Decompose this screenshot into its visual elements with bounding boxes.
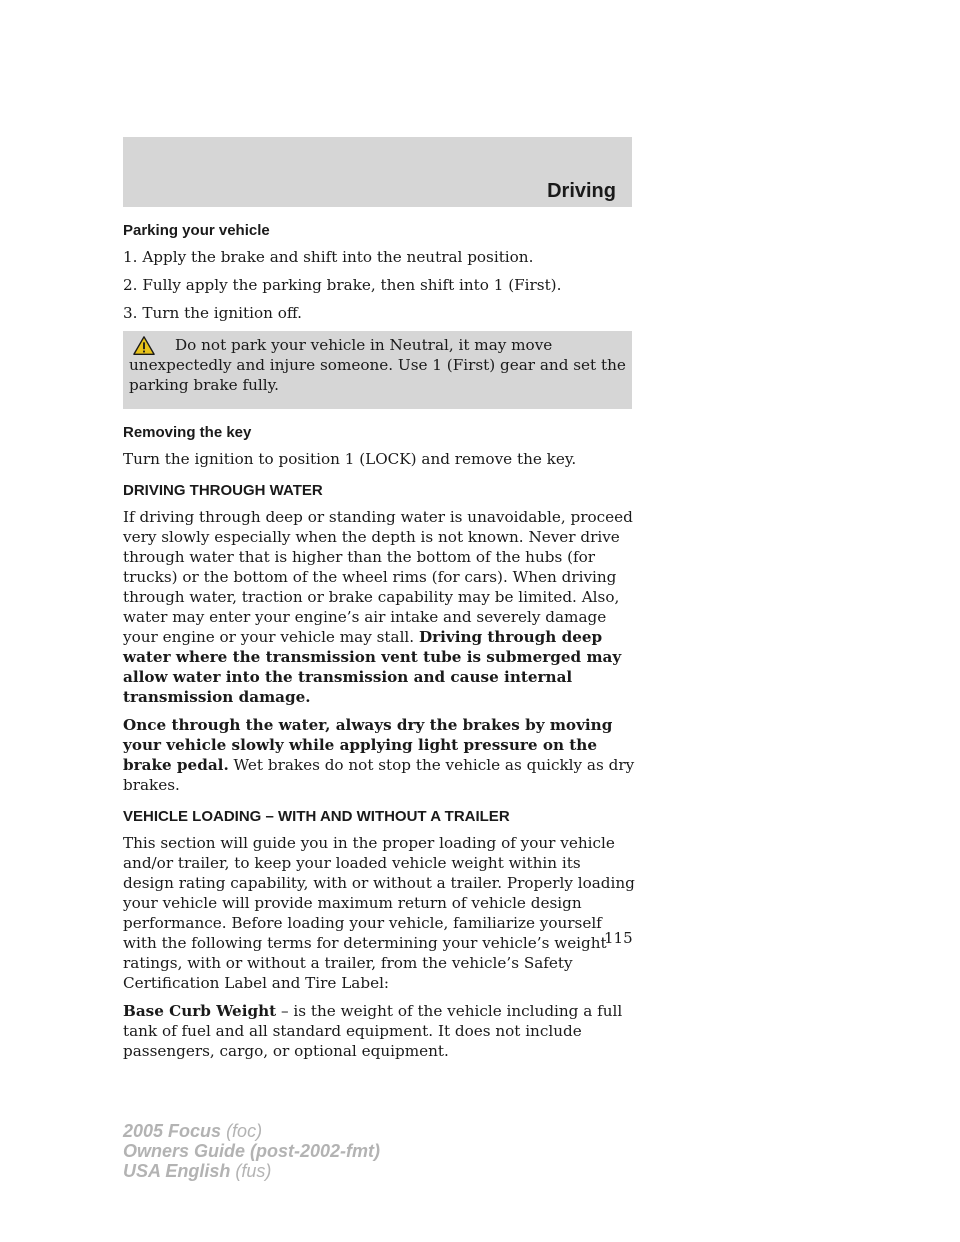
removing-key-heading: Removing the key bbox=[123, 424, 252, 441]
loading-paragraph: This section will guide you in the proper loading of your vehicle and/or trailer, to keep your loaded vehicle weight within its design rating capability, with or without a trailer. Properly loading your vehicle will provide maximum return of vehicle design performance. Before loading your vehicle, familiarize yourself with the following terms for determining your vehicle’s weight ratings, with or without a trailer, from the vehicle’s Safety Certification Label and Tire Label: bbox=[123, 834, 635, 992]
definition-text: – is the weight of the vehicle including a full tank of fuel and all standard equipment. It does not include passengers, cargo, or optional equipment. bbox=[123, 1002, 623, 1060]
page-number: 115 bbox=[604, 929, 633, 947]
parking-step-1: 1. Apply the brake and shift into the neutral position. bbox=[123, 248, 534, 266]
base-curb-weight-definition bbox=[123, 1001, 635, 1061]
parking-step-3: 3. Turn the ignition off. bbox=[123, 304, 302, 322]
water-para1-plain: If driving through deep or standing water is unavoidable, proceed very slowly especially when the depth is not known. Never drive through water that is higher than the bottom of the hubs (for trucks) or the bottom of the wheel rims (for cars). When driving through water, traction or brake capability may be limited. Also, water may enter your engine’s air intake and severely damage your engine or your vehicle may stall. bbox=[123, 508, 633, 646]
page-content bbox=[123, 221, 635, 1069]
footer-line-1: 2005 Focus (foc) bbox=[123, 1121, 263, 1141]
water-para2-plain: Wet brakes do not stop the vehicle as quickly as dry brakes. bbox=[123, 756, 635, 794]
removing-key-text: Turn the ignition to position 1 (LOCK) and remove the key. bbox=[123, 450, 577, 468]
section-header-band bbox=[123, 137, 632, 207]
water-para2-bold: Once through the water, always dry the brakes by moving your vehicle slowly while applying light pressure on the brake pedal. bbox=[123, 716, 613, 774]
warning-triangle-icon bbox=[133, 335, 155, 357]
document-footer bbox=[123, 1121, 380, 1181]
warning-box bbox=[123, 331, 632, 409]
water-para1-bold: Driving through deep water where the transmission vent tube is submerged may allow water into the transmission and cause internal transmission damage. bbox=[123, 628, 622, 706]
water-paragraph-1 bbox=[123, 507, 635, 707]
footer-line-2: Owners Guide (post-2002-fmt) bbox=[123, 1141, 381, 1161]
water-paragraph-2 bbox=[123, 715, 635, 795]
section-title: Driving bbox=[547, 180, 616, 202]
warning-text: Do not park your vehicle in Neutral, it may move unexpectedly and injure someone. Use 1 (First) gear and set the parking brake fully. bbox=[129, 336, 626, 394]
term-base-curb-weight: Base Curb Weight bbox=[123, 1002, 277, 1020]
water-heading: DRIVING THROUGH WATER bbox=[123, 482, 323, 499]
parking-heading: Parking your vehicle bbox=[123, 222, 270, 239]
footer-line-3: USA English (fus) bbox=[123, 1161, 272, 1181]
loading-heading: VEHICLE LOADING – WITH AND WITHOUT A TRAILER bbox=[123, 808, 510, 825]
parking-step-2: 2. Fully apply the parking brake, then shift into 1 (First). bbox=[123, 276, 562, 294]
